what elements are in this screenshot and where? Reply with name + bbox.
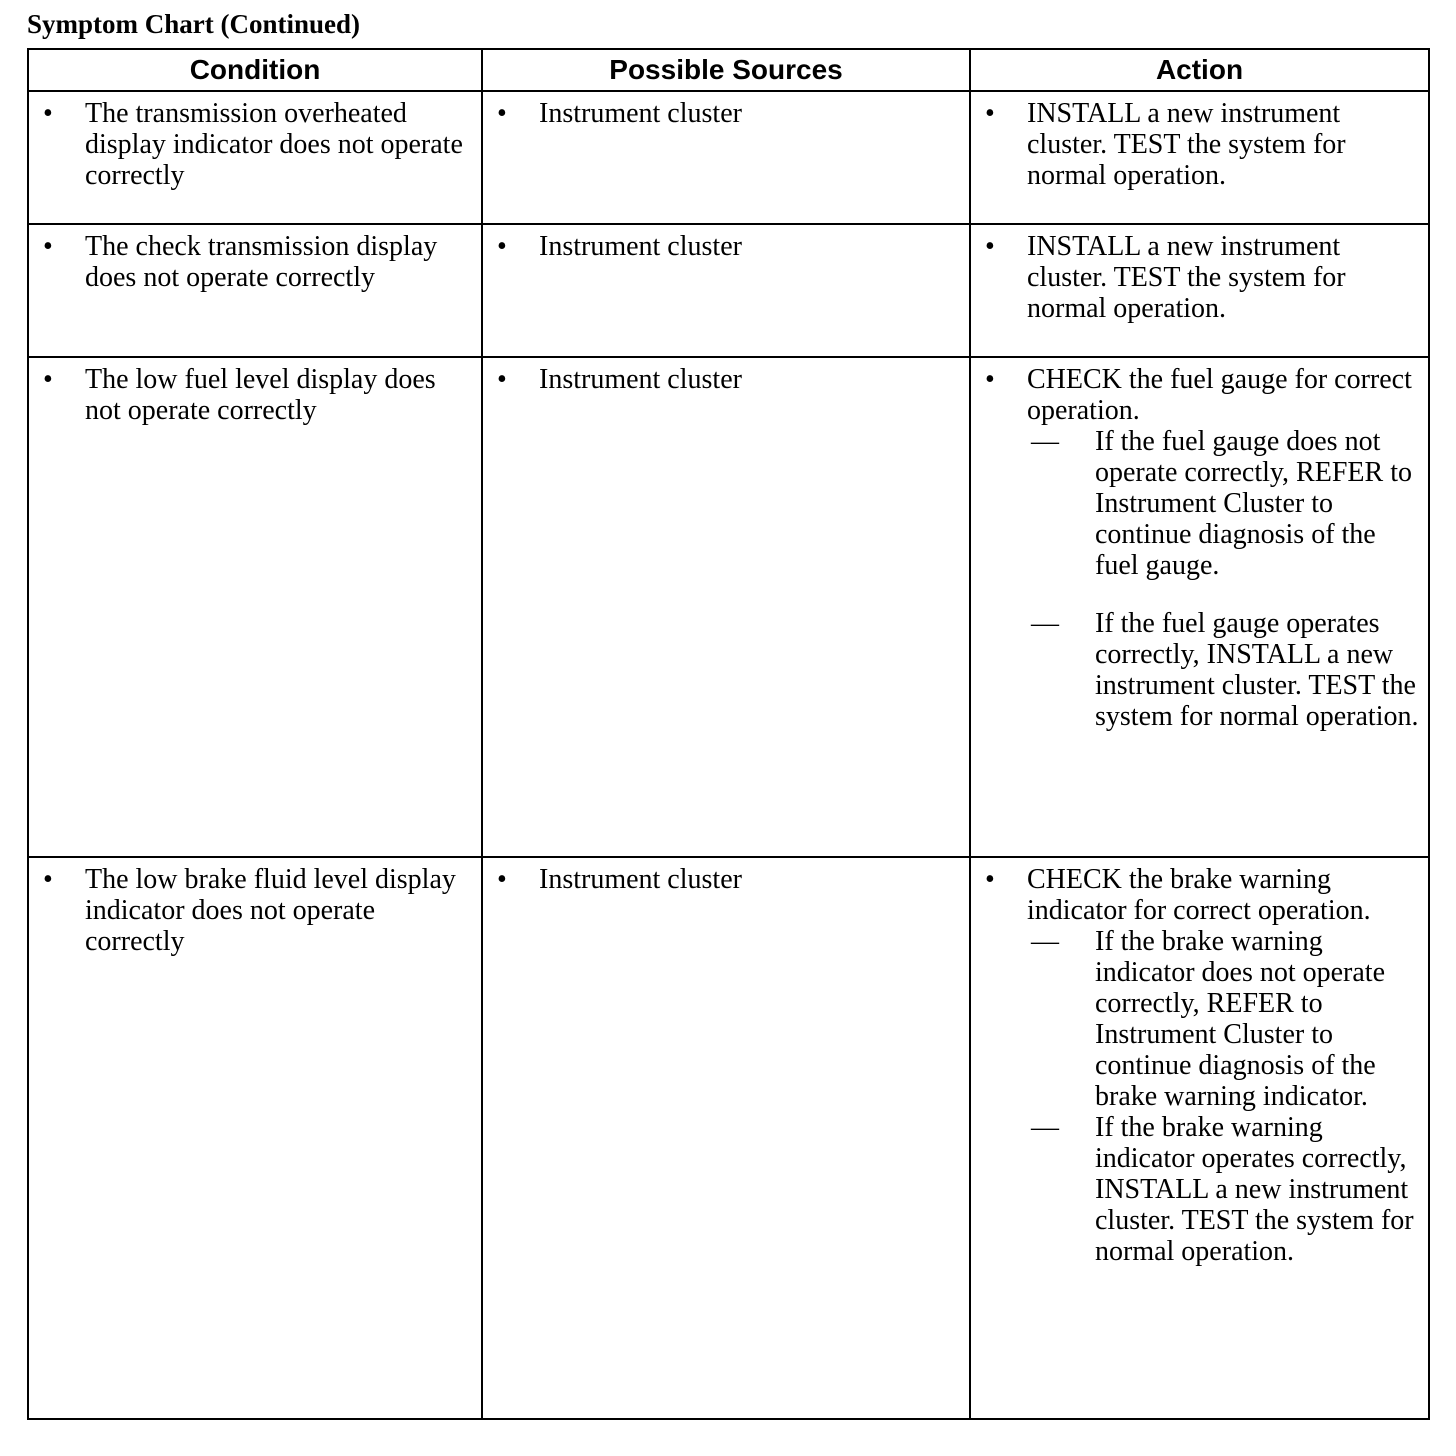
condition-text: The check transmission display does not operate correctly bbox=[85, 231, 438, 293]
sub-list-item bbox=[971, 1112, 1428, 1267]
bullet-icon: • bbox=[985, 864, 995, 895]
table-row bbox=[28, 224, 1429, 357]
list-item bbox=[971, 231, 1428, 324]
action-text: INSTALL a new instrument cluster. TEST the system for normal operation. bbox=[1027, 98, 1346, 191]
condition-text: The low fuel level display does not operate correctly bbox=[85, 364, 436, 426]
list-item bbox=[29, 864, 481, 957]
condition-cell bbox=[28, 357, 482, 857]
bullet-icon: • bbox=[497, 98, 507, 129]
list-item bbox=[29, 98, 481, 191]
list-item bbox=[29, 231, 481, 293]
sub-action-text: If the fuel gauge operates correctly, INSTALL a new instrument cluster. TEST the system for normal operation. bbox=[1095, 608, 1419, 732]
condition-text: The low brake fluid level display indicator does not operate correctly bbox=[85, 864, 456, 957]
column-header-possible-sources: Possible Sources bbox=[482, 49, 970, 91]
source-text: Instrument cluster bbox=[539, 231, 742, 262]
bullet-icon: • bbox=[497, 864, 507, 895]
source-text: Instrument cluster bbox=[539, 364, 742, 395]
bullet-icon: • bbox=[985, 364, 995, 395]
source-cell bbox=[482, 91, 970, 224]
column-header-condition: Condition bbox=[28, 49, 482, 91]
table-header-row bbox=[28, 49, 1429, 91]
bullet-icon: • bbox=[43, 98, 53, 129]
list-item bbox=[483, 864, 969, 895]
sub-action-text: If the brake warning indicator operates correctly, INSTALL a new instrument cluster. TEST the system for normal operation. bbox=[1095, 1112, 1414, 1267]
condition-cell bbox=[28, 224, 482, 357]
list-item bbox=[483, 364, 969, 395]
dash-icon: — bbox=[1031, 608, 1059, 639]
column-header-action: Action bbox=[970, 49, 1429, 91]
list-item bbox=[971, 864, 1428, 926]
condition-text: The transmission overheated display indicator does not operate correctly bbox=[85, 98, 463, 191]
bullet-icon: • bbox=[43, 864, 53, 895]
action-cell bbox=[970, 91, 1429, 224]
source-cell bbox=[482, 857, 970, 1419]
condition-cell bbox=[28, 857, 482, 1419]
source-text: Instrument cluster bbox=[539, 864, 742, 895]
dash-icon: — bbox=[1031, 426, 1059, 457]
action-text: CHECK the brake warning indicator for correct operation. bbox=[1027, 864, 1371, 926]
list-item bbox=[971, 364, 1428, 426]
action-text: CHECK the fuel gauge for correct operation. bbox=[1027, 364, 1412, 426]
source-text: Instrument cluster bbox=[539, 98, 742, 129]
condition-cell bbox=[28, 91, 482, 224]
bullet-icon: • bbox=[497, 231, 507, 262]
list-item bbox=[29, 364, 481, 426]
table-row bbox=[28, 91, 1429, 224]
sub-action-text: If the brake warning indicator does not operate correctly, REFER to Instrument Cluster to continue diagnosis of the brake warning indicator. bbox=[1095, 926, 1386, 1112]
source-cell bbox=[482, 357, 970, 857]
list-item bbox=[971, 98, 1428, 191]
table-row bbox=[28, 857, 1429, 1419]
list-item bbox=[483, 98, 969, 129]
bullet-icon: • bbox=[43, 231, 53, 262]
symptom-chart-table bbox=[27, 48, 1430, 1420]
action-cell bbox=[970, 357, 1429, 857]
table-row bbox=[28, 357, 1429, 857]
dash-icon: — bbox=[1031, 1112, 1059, 1143]
page-title: Symptom Chart (Continued) bbox=[27, 9, 361, 39]
bullet-icon: • bbox=[497, 364, 507, 395]
sub-list-item bbox=[971, 426, 1428, 581]
action-cell bbox=[970, 857, 1429, 1419]
action-cell bbox=[970, 224, 1429, 357]
sub-action-text: If the fuel gauge does not operate correctly, REFER to Instrument Cluster to continue diagnosis of the fuel gauge. bbox=[1095, 426, 1412, 581]
bullet-icon: • bbox=[985, 98, 995, 129]
bullet-icon: • bbox=[43, 364, 53, 395]
source-cell bbox=[482, 224, 970, 357]
bullet-icon: • bbox=[985, 231, 995, 262]
sub-list-item bbox=[971, 926, 1428, 1112]
sub-list-item bbox=[971, 608, 1428, 732]
action-text: INSTALL a new instrument cluster. TEST the system for normal operation. bbox=[1027, 231, 1346, 324]
list-item bbox=[483, 231, 969, 262]
dash-icon: — bbox=[1031, 926, 1059, 957]
